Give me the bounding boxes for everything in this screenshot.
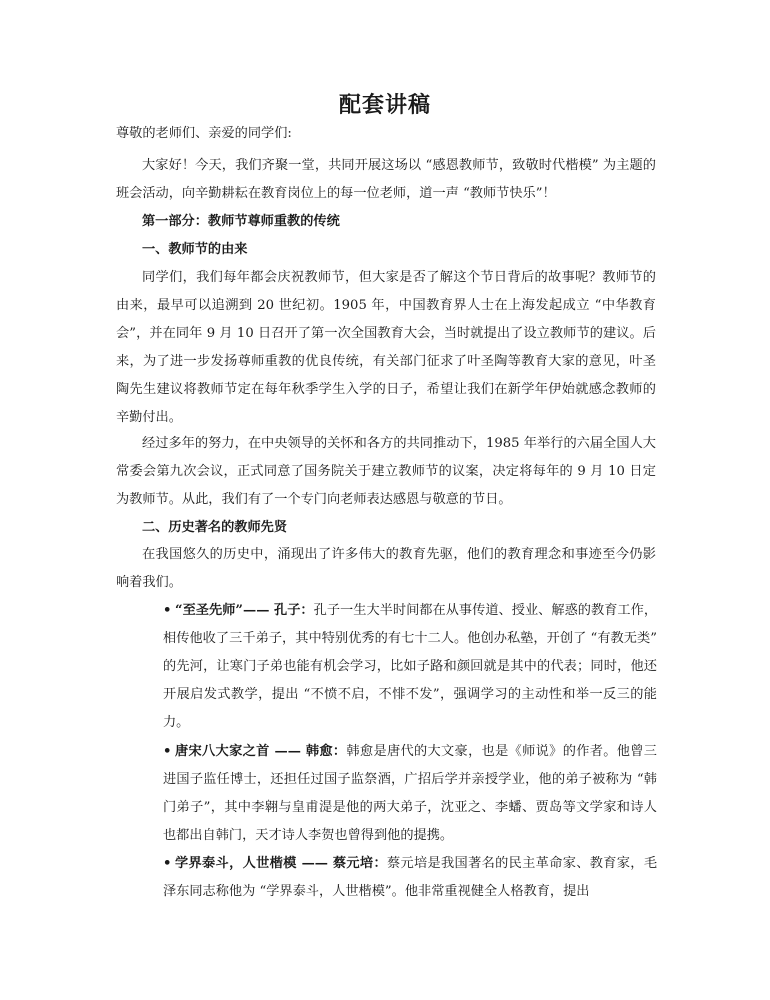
sage-label: 学界泰斗，人世楷模 —— 蔡元培： — [175, 856, 387, 871]
section2-intro: 在我国悠久的历史中，涌现出了许多伟大的教育先驱，他们的教育理念和事迹至今仍影响着我们。 — [116, 547, 656, 590]
list-item-cai-yuanpei — [163, 850, 657, 906]
sage-text: 蔡元培是我国著名的民主革命家、教育家，毛泽东同志称他为 “学界泰斗，人世楷模”。他非常重视健全人格教育，提出 — [163, 856, 658, 899]
sage-text: 韩愈是唐代的大文豪，也是《师说》的作者。他曾三进国子监任博士，还担任过国子监祭酒，广招后学并亲授学业，他的弟子被称为 “韩门弟子”，其中李翱与皇甫湜是他的两大弟子，沈亚之、李蟠、贾岛等文学家和诗人也都出自韩门，天才诗人李贺也曾得到他的提携。 — [163, 744, 657, 843]
sage-label: 唐宋八大家之首 —— 韩愈： — [175, 744, 347, 759]
list-item-han-yu — [163, 738, 657, 850]
section1-paragraph-1: 同学们，我们每年都会庆祝教师节，但大家是否了解这个节日背后的故事呢？教师节的由来，最早可以追溯到 20 世纪初。1905 年，中国教育界人士在上海发起成立 “中华教育会”，并在同年 9 月 10 日召开了第一次全国教育大会，当时就提出了设立教师节的建议。后来，为了进一步发扬尊师重教的优良传统，有关部门征求了叶圣陶等教育大家的意见，叶圣陶先生建议将教师节定在每年秋季学生入学的日子，希望让我们在新学年伊始就感念教师的辛勤付出。 — [116, 270, 656, 425]
intro-paragraph: 大家好！今天，我们齐聚一堂，共同开展这场以 “感恩教师节，致敬时代楷模” 为主题的班会活动，向辛勤耕耘在教育岗位上的每一位老师，道一声 “教师节快乐”！ — [116, 158, 656, 201]
bullet-icon: • — [163, 744, 172, 759]
section2-heading: 二、历史著名的教师先贤 — [142, 520, 288, 535]
list-item-confucius — [163, 597, 657, 737]
greeting: 尊敬的老师们、亲爱的同学们: — [116, 126, 292, 141]
section1-paragraph-2: 经过多年的努力，在中央领导的关怀和各方的共同推动下，1985 年举行的六届全国人大常委会第九次会议，正式同意了国务院关于建立教师节的议案，决定将每年的 9 月 10 日定为教师节。从此，我们有了一个专门向老师表达感恩与敬意的节日。 — [116, 436, 656, 507]
bullet-icon: • — [163, 856, 172, 871]
sage-text: 孔子一生大半时间都在从事传道、授业、解惑的教育工作，相传他收了三千弟子，其中特别优秀的有七十二人。他创办私塾，开创了 “有教无类” 的先河，让寒门子弟也能有机会学习，比如子路和颜回就是其中的代表；同时，他还开展启发式教学，提出 “不愤不启，不悱不发”，强调学习的主动性和举一反三的能力。 — [163, 603, 658, 730]
bullet-icon: • — [163, 603, 172, 618]
section1-heading: 一、教师节的由来 — [142, 242, 248, 257]
sage-label: “至圣先师”—— 孔子： — [175, 603, 314, 618]
page-title: 配套讲稿 — [338, 92, 431, 118]
part1-heading: 第一部分：教师节尊师重教的传统 — [142, 214, 340, 229]
